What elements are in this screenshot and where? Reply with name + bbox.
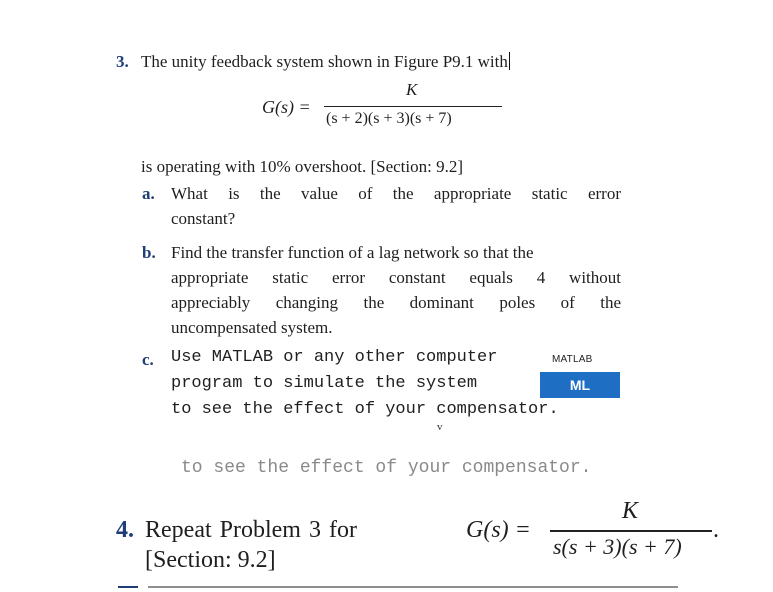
problem-4-equation-lhs: G(s) = xyxy=(466,517,531,543)
part-a-label: a. xyxy=(142,184,155,203)
problem-4-numerator: K xyxy=(622,498,639,524)
part-c-line-3: to see the effect of your compensator. xyxy=(171,400,559,419)
stray-mark: v xyxy=(437,421,443,433)
problem-4-text: Repeat Problem 3 for xyxy=(145,517,357,543)
text-cursor xyxy=(509,52,510,70)
problem-4-fraction xyxy=(550,498,712,568)
equation-numerator: K xyxy=(406,80,418,99)
repeated-line: to see the effect of your compensator. xyxy=(181,458,592,478)
part-b-line-1: Find the transfer function of a lag network so that the xyxy=(171,243,534,262)
part-b-line-2: appropriate static error constant equals 4 without xyxy=(171,268,621,287)
part-b-line-4: uncompensated system. xyxy=(171,318,333,337)
equation-denominator: (s + 2)(s + 3)(s + 7) xyxy=(326,110,452,127)
problem-4-number: 4. xyxy=(116,517,134,543)
cut-off-mark xyxy=(118,586,138,588)
part-a-line-1: What is the value of the appropriate static error xyxy=(171,184,621,203)
cut-off-mark xyxy=(148,586,678,588)
part-c-label: c. xyxy=(142,350,154,369)
problem-4-trailing: . xyxy=(713,517,719,543)
problem-4-section: [Section: 9.2] xyxy=(145,547,276,573)
problem-4-fraction-bar xyxy=(550,530,712,532)
part-a-line-2: constant? xyxy=(171,209,236,228)
problem-statement: is operating with 10% overshoot. [Section: 9.2] xyxy=(141,157,464,176)
part-b-line-3: appreciably changing the dominant poles of the xyxy=(171,293,621,312)
problem-intro-text: The unity feedback system shown in Figure P9.1 with xyxy=(141,52,508,71)
part-b-label: b. xyxy=(142,243,156,262)
equation-lhs: G(s) = xyxy=(262,97,311,117)
equation-fraction xyxy=(324,80,502,132)
fraction-bar xyxy=(324,106,502,107)
problem-number: 3. xyxy=(116,52,129,71)
cut-off-text-line xyxy=(118,586,678,592)
part-c-line-1: Use MATLAB or any other computer xyxy=(171,348,498,367)
part-c-line-2: program to simulate the system xyxy=(171,374,478,393)
ml-badge: ML xyxy=(540,372,620,398)
problem-4-denominator: s(s + 3)(s + 7) xyxy=(553,534,682,559)
problem-intro xyxy=(141,52,510,72)
matlab-tag: MATLAB xyxy=(552,354,593,365)
